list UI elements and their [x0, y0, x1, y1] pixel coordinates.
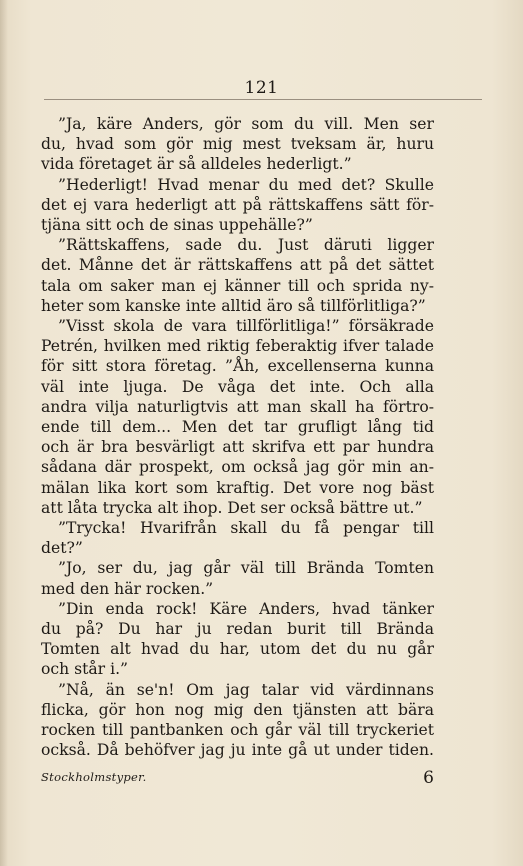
text-line: också. Då behöfver jag ju inte gå ut under tiden. — [41, 741, 434, 760]
body-text — [41, 114, 434, 761]
text-line: flicka, gör hon nog mig den tjänsten att bära — [41, 700, 434, 719]
text-line: Petrén, hvilken med riktig feberaktig ifver talade — [41, 337, 434, 356]
page-footer — [41, 768, 434, 788]
text-line: ”Jo, ser du, jag går väl till Brända Tomten — [58, 559, 434, 578]
text-line: ”Visst skola de vara tillförlitliga!” försäkrade — [58, 317, 434, 336]
text-line: och står i.” — [41, 660, 129, 679]
text-line: och är bra besvärligt att skrifva ett par hundra — [41, 438, 434, 457]
text-line: vida företaget är så alldeles hederligt.” — [41, 155, 352, 174]
page-number: 121 — [244, 78, 279, 98]
text-line: med den här rocken.” — [41, 579, 214, 598]
text-line: tala om saker man ej känner till och sprida ny- — [41, 276, 434, 295]
text-line: rocken till pantbanken och går väl till tryckeriet — [41, 721, 434, 740]
sheet-mark: 6 — [423, 768, 434, 788]
text-line: sådana där prospekt, om också jag gör min an- — [41, 458, 434, 477]
text-line: heter som kanske inte alltid äro så tillförlitliga?” — [41, 296, 426, 315]
signature-mark: Stockholmstyper. — [41, 770, 147, 784]
text-line: det?” — [41, 539, 83, 558]
text-line: Tomten alt hvad du har, utom det du nu går — [41, 640, 434, 659]
text-line: för sitt stora företag. ”Åh, excellenserna kunna — [41, 357, 434, 376]
text-line: andra vilja naturligtvis att man skall ha förtro- — [41, 397, 434, 416]
text-line: ”Hederligt! Hvad menar du med det? Skulle — [58, 175, 434, 194]
text-line: ”Rättskaffens, sade du. Just däruti ligger — [58, 236, 434, 255]
text-line: ”Trycka! Hvarifrån skall du få pengar till — [58, 519, 434, 538]
text-line: tjäna sitt och de sinas uppehälle?” — [41, 216, 313, 235]
text-line: ”Nå, än se'n! Om jag talar vid värdinnans — [58, 680, 434, 699]
text-line: du, hvad som gör mig mest tveksam är, huru — [41, 135, 434, 154]
text-line: ende till dem... Men det tar grufligt lång tid — [41, 418, 434, 437]
page-edge-shadow — [0, 0, 8, 866]
text-line: det ej vara hederligt att på rättskaffens sätt för- — [41, 195, 434, 214]
text-line: väl inte ljuga. De våga det inte. Och alla — [41, 377, 434, 396]
text-line: att låta trycka alt ihop. Det ser också bättre ut.” — [41, 498, 423, 517]
text-line: ”Din enda rock! Käre Anders, hvad tänker — [58, 599, 434, 618]
header-rule — [44, 99, 482, 100]
text-line: du på? Du har ju redan burit till Brända — [41, 620, 434, 639]
text-line: det. Månne det är rättskaffens att på det sättet — [41, 256, 434, 275]
text-line: mälan lika kort som kraftig. Det vore nog bäst — [41, 478, 434, 497]
text-line: ”Ja, käre Anders, gör som du vill. Men ser — [58, 115, 434, 133]
